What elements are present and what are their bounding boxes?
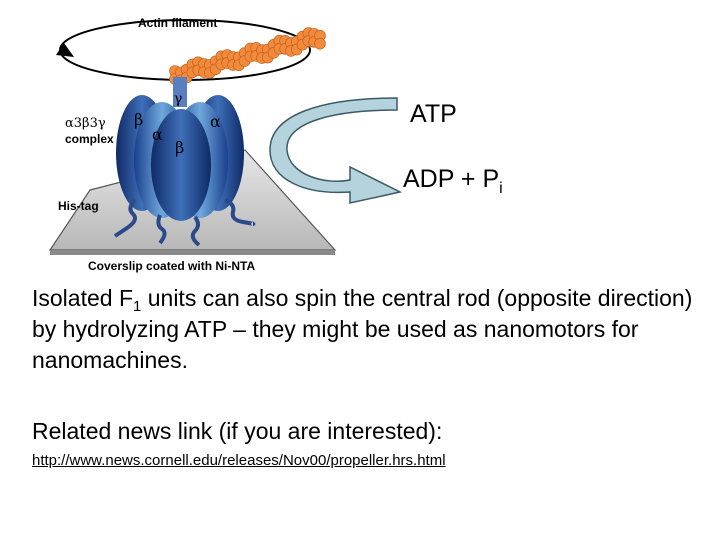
f1-subscript: 1: [133, 298, 142, 315]
news-label: Related news link (if you are interested):: [32, 418, 443, 444]
complex-greek-label: α3β3γ: [65, 116, 106, 131]
gamma-label: γ: [174, 91, 183, 107]
actin-label: Actin filament: [138, 16, 218, 30]
adp-pi-label: [403, 165, 503, 198]
alpha-label-left: α: [152, 125, 163, 144]
alpha-label-right: α: [210, 112, 221, 131]
adp-pi-text: ADP + P: [403, 165, 500, 193]
reaction-arrow: [265, 95, 405, 205]
body-text-part2: units can also spin the central rod (opposite direction) by hydrolyzing ATP – they might be used as nanomotors for nanomachines.: [32, 285, 693, 373]
complex-label: complex: [65, 132, 114, 146]
coverslip-label: Coverslip coated with Ni-NTA: [88, 259, 256, 273]
actin-bead: [315, 38, 326, 49]
histag-label: His-tag: [58, 199, 99, 213]
news-link[interactable]: http://www.news.cornell.edu/releases/Nov00/propeller.hrs.html: [32, 452, 446, 469]
atp-label: ATP: [410, 100, 457, 128]
body-paragraph: [32, 283, 702, 376]
rotation-arrowhead: [56, 43, 74, 57]
body-text-part1: Isolated F: [32, 285, 133, 311]
beta-label-left: β: [134, 110, 144, 129]
pi-subscript: i: [499, 180, 503, 197]
coverslip-edge: [50, 250, 335, 255]
actin-beads: [170, 28, 326, 86]
beta-label-front: β: [175, 138, 185, 157]
